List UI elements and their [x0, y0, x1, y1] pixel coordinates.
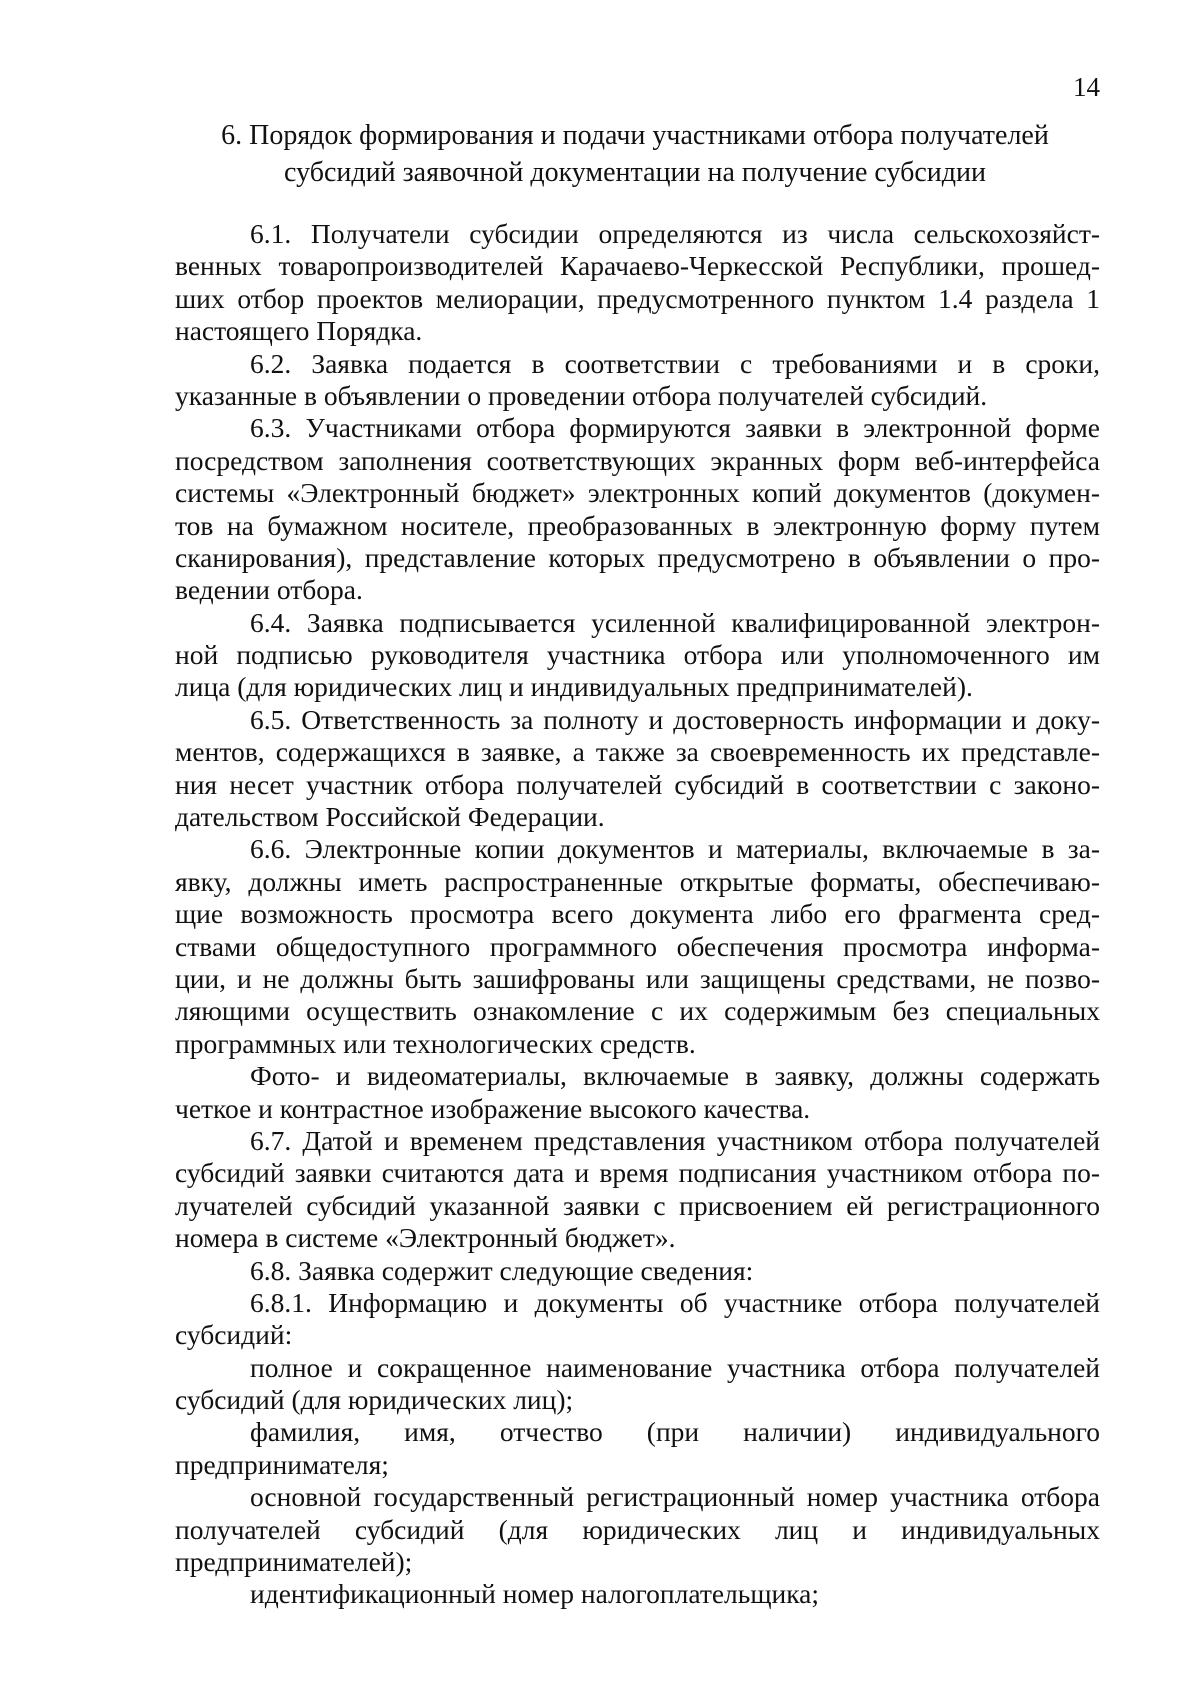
text-line: щие возможность просмотра всего документа либо его фрагмента сред-	[175, 898, 1100, 930]
paragraph	[175, 1481, 1100, 1578]
text-line: идентификационный номер налогоплательщика;	[250, 1578, 820, 1610]
paragraph	[175, 607, 1100, 704]
text-line: получателей субсидий (для юридических лиц и индивидуальных	[175, 1513, 1100, 1545]
text-line: ментов, содержащихся в заявке, а также за своевременность их представле-	[175, 736, 1100, 768]
text-line: программных или технологических средств.	[175, 1027, 696, 1059]
text-line: ствами общедоступного программного обеспечения просмотра информа-	[175, 930, 1100, 962]
text-line: 6.5. Ответственность за полноту и достоверность информации и доку-	[250, 703, 1100, 735]
paragraph	[175, 412, 1100, 606]
text-line: 6.7. Датой и временем представления участником отбора получателей	[250, 1124, 1100, 1156]
text-line: предпринимателей);	[175, 1546, 413, 1578]
text-line: ции, и не должны быть зашифрованы или защищены средствами, не позво-	[175, 962, 1100, 994]
text-line: 6.2. Заявка подается в соответствии с требованиями и в сроки,	[250, 347, 1100, 379]
text-line: тов на бумажном носителе, преобразованных в электронную форму путем	[175, 509, 1100, 541]
text-line: 6.6. Электронные копии документов и материалы, включаемые в за-	[250, 833, 1100, 865]
text-line: 6.8. Заявка содержит следующие сведения:	[250, 1254, 754, 1286]
text-line: фамилия, имя, отчество (при наличии) индивидуального	[250, 1416, 1100, 1448]
text-line: ляющими осуществить ознакомление с их содержимым без специальных	[175, 995, 1100, 1027]
text-line: субсидий заявки считаются дата и время подписания участником отбора по-	[175, 1157, 1100, 1189]
paragraph	[175, 1255, 1100, 1287]
paragraph	[175, 1060, 1100, 1125]
heading-line: 6. Порядок формирования и подачи участниками отбора получателей	[221, 120, 1049, 151]
text-line: венных товаропроизводителей Карачаево-Черкесской Республики, прошед-	[175, 250, 1100, 282]
text-line: лучателей субсидий указанной заявки с присвоением ей регистрационного	[175, 1189, 1100, 1221]
text-line: сканирования), представление которых предусмотрено в объявлении о про-	[175, 541, 1100, 573]
text-line: ной подписью руководителя участника отбора или уполномоченного им	[175, 639, 1100, 671]
text-line: указанные в объявлении о проведении отбора получателей субсидий.	[175, 379, 988, 411]
text-line: Фото- и видеоматериалы, включаемые в заявку, должны содержать	[250, 1060, 1100, 1092]
text-line: номера в системе «Электронный бюджет».	[175, 1222, 676, 1254]
text-line: 6.1. Получатели субсидии определяются из числа сельскохозяйст-	[250, 218, 1100, 249]
text-line: настоящего Порядка.	[175, 315, 423, 347]
text-line: 6.8.1. Информацию и документы об участнике отбора получателей	[250, 1286, 1100, 1318]
text-line: посредством заполнения соответствующих экранных форм веб-интерфейса	[175, 444, 1100, 476]
text-line: полное и сокращенное наименование участника отбора получателей	[250, 1351, 1100, 1383]
text-line: явку, должны иметь распространенные открытые форматы, обеспечиваю-	[175, 865, 1100, 897]
page-number: 14	[1073, 72, 1100, 102]
paragraph	[175, 1578, 1100, 1610]
text-line: 6.3. Участниками отбора формируются заявки в электронной форме	[250, 412, 1100, 444]
text-line: ния несет участник отбора получателей субсидий в соответствии с законо-	[175, 768, 1100, 800]
paragraph	[175, 348, 1100, 413]
text-line: предпринимателя;	[175, 1448, 389, 1480]
heading-line: субсидий заявочной документации на получение субсидии	[284, 157, 986, 188]
text-line: дательством Российской Федерации.	[175, 801, 605, 833]
text-line: ших отбор проектов мелиорации, предусмотренного пунктом 1.4 раздела 1	[175, 282, 1100, 314]
section-heading	[170, 117, 1100, 191]
text-line: лица (для юридических лиц и индивидуальных предпринимателей).	[175, 671, 973, 703]
text-line: субсидий (для юридических лиц);	[175, 1384, 574, 1416]
document-body	[175, 218, 1100, 1611]
paragraph	[175, 1352, 1100, 1417]
paragraph	[175, 1416, 1100, 1481]
paragraph	[175, 704, 1100, 834]
text-line: ведении отбора.	[175, 574, 363, 606]
paragraph	[175, 833, 1100, 1060]
text-line: системы «Электронный бюджет» электронных копий документов (докумен-	[175, 477, 1100, 509]
text-line: четкое и контрастное изображение высокого качества.	[175, 1092, 811, 1124]
paragraph	[175, 218, 1100, 348]
paragraph	[175, 1287, 1100, 1352]
paragraph	[175, 1125, 1100, 1255]
text-line: основной государственный регистрационный номер участника отбора	[250, 1481, 1100, 1513]
text-line: субсидий:	[175, 1319, 293, 1351]
text-line: 6.4. Заявка подписывается усиленной квалифицированной электрон-	[250, 606, 1100, 638]
